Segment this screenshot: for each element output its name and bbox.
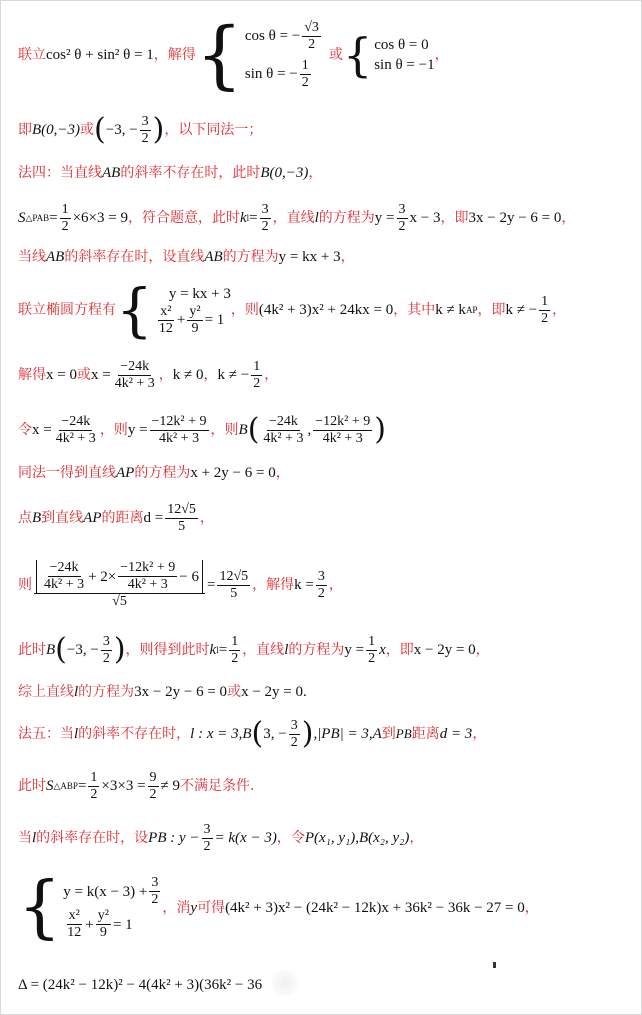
math: y = xyxy=(127,422,148,438)
math: l xyxy=(32,830,37,846)
text: 的方程为 xyxy=(134,465,191,481)
text: 的方程为 xyxy=(288,642,345,658)
fraction: $\frac{1}{2}$ xyxy=(368,633,376,666)
text: 同法一得到直线 xyxy=(18,465,116,481)
text: 到 xyxy=(381,726,396,742)
math: ×3×3 = xyxy=(101,778,146,794)
paren: ) xyxy=(301,716,314,751)
text: 的斜率存在时，设 xyxy=(36,830,149,846)
text: ，即 xyxy=(385,642,414,658)
math: P(x₁, y₁),B(x₂, y₂) xyxy=(304,830,410,846)
math: x − 2y = 0 xyxy=(241,684,303,700)
text: 则 xyxy=(18,577,32,593)
paren: ) xyxy=(113,632,126,667)
text: ， xyxy=(158,367,173,383)
text: 距离 xyxy=(411,726,440,742)
text: ， xyxy=(475,642,490,658)
fraction: $\frac{1}{2}$ xyxy=(541,293,549,326)
text: ， xyxy=(199,510,214,526)
text: ，即 xyxy=(477,302,506,318)
math: ≠ 9 xyxy=(160,778,181,794)
text: ， xyxy=(524,900,539,916)
text: ， xyxy=(328,577,343,593)
math: −3, − xyxy=(105,122,138,138)
subscript: △PAB xyxy=(25,213,50,223)
math: AP xyxy=(83,510,102,526)
text: 或 xyxy=(76,367,91,383)
math: k ≠ k xyxy=(435,302,466,318)
line-3 xyxy=(18,163,322,183)
text: ， xyxy=(472,726,487,742)
math: x + 2y − 6 = 0 xyxy=(190,465,276,481)
paren: ( xyxy=(94,112,106,147)
math: PB : y − xyxy=(148,830,200,846)
line-12 xyxy=(18,630,490,670)
math: . xyxy=(302,684,307,700)
math: (4k² + 3)x² − (24k² − 12k)x + 36k² − 36k − 27 = 0 xyxy=(225,900,525,916)
text: 的斜率不存在时， xyxy=(78,726,191,742)
math: l xyxy=(74,684,79,700)
math: d = xyxy=(143,510,164,526)
math: 3, − xyxy=(263,726,287,742)
subscript: AP xyxy=(465,305,478,315)
system-1 xyxy=(245,17,323,93)
text: ，则 xyxy=(230,302,259,318)
paren: ( xyxy=(247,412,260,447)
text: 当 xyxy=(18,830,32,846)
line-1 xyxy=(18,14,449,96)
math: y = xyxy=(374,210,395,226)
text: 的方程为 xyxy=(222,249,279,265)
math: x − 2y = 0 xyxy=(413,642,476,658)
text: ，其中 xyxy=(393,302,436,318)
text: ， xyxy=(409,830,424,846)
math: = xyxy=(218,642,228,658)
math: cos θ = − xyxy=(244,28,301,44)
math: y xyxy=(190,900,198,916)
text: ， xyxy=(552,302,567,318)
math: l xyxy=(74,726,79,742)
text: 的距离 xyxy=(101,510,144,526)
math: k ≠ − xyxy=(505,302,538,318)
subscript: l xyxy=(246,213,250,223)
fraction: $\frac{3}{2}$ xyxy=(203,821,211,854)
math: B(0,−3) xyxy=(260,165,309,181)
line-16 xyxy=(18,818,423,858)
line-11 xyxy=(18,550,343,620)
text: ，直线 xyxy=(272,210,315,226)
math: ×6×3 = 9 xyxy=(72,210,128,226)
text: ， xyxy=(203,367,218,383)
math: = k(x − 3) xyxy=(214,830,277,846)
fraction: $\frac{-24k}{\text{4k² + 3}}$ xyxy=(263,413,304,446)
math: B(0,−3) xyxy=(32,122,81,138)
math: l xyxy=(284,642,289,658)
text: ，即 xyxy=(440,210,469,226)
text: ，消 xyxy=(162,900,191,916)
text: 不满足条件. xyxy=(180,778,255,794)
math: AP xyxy=(116,465,135,481)
line-4 xyxy=(18,200,575,236)
math: x = 0 xyxy=(46,367,77,383)
math: k xyxy=(239,210,247,226)
line-9 xyxy=(18,463,290,483)
text: 联立椭圆方程有 xyxy=(18,302,116,318)
fraction: $\frac{-24k}{\text{4k² + 3}}$ xyxy=(114,358,155,391)
math: = xyxy=(206,577,216,593)
math: B xyxy=(46,642,56,658)
math: AB xyxy=(204,249,223,265)
math: PB xyxy=(395,726,412,741)
math: k ≠ − xyxy=(217,367,250,383)
text: ，则 xyxy=(99,422,128,438)
math: B xyxy=(32,510,42,526)
math: cos² θ + sin² θ = 1 xyxy=(46,47,154,63)
fraction: $\frac{1}{2}$ xyxy=(301,57,309,90)
fraction: $\frac{3}{2}$ xyxy=(317,568,325,601)
math: l xyxy=(314,210,319,226)
text: ，解得 xyxy=(153,47,196,63)
text: ，则得到此时 xyxy=(125,642,210,658)
fraction: $\frac{\text{−12k² + 9}}{\text{4k² + 3}}$ xyxy=(151,413,207,446)
line-17 xyxy=(18,868,539,948)
text: ， xyxy=(264,367,279,383)
text: 当线 xyxy=(18,249,46,265)
big-fraction: $\frac{-24k}{\text{4k² + 3}}$ + 2× $\frac{\text{−12k² + 9}}{\text{4k² + 3}}$ − 6 √5 xyxy=(34,560,205,610)
text: ，解得 xyxy=(252,577,295,593)
fraction: $\frac{3}{2}$ xyxy=(398,201,406,234)
text: 法四：当直线 xyxy=(18,165,102,181)
math: S xyxy=(46,778,54,794)
fraction: $\frac{3}{2}$ xyxy=(102,633,110,666)
text: ， xyxy=(275,465,290,481)
brace: { xyxy=(342,28,373,82)
text: 即 xyxy=(18,122,32,138)
brace: { xyxy=(195,12,243,98)
text: ， xyxy=(340,249,355,265)
text: ， xyxy=(308,165,323,181)
math: x = xyxy=(32,422,52,438)
math: (4k² + 3)x² + 24kx = 0 xyxy=(258,302,394,318)
math: −3, − xyxy=(66,642,99,658)
line-13 xyxy=(18,682,307,702)
math: k = xyxy=(294,577,314,593)
math: x xyxy=(379,642,386,658)
brace: { xyxy=(18,868,62,947)
math: x − 3 xyxy=(409,210,441,226)
text: ，符合题意，此时 xyxy=(127,210,240,226)
fraction: $\frac{√3}{2}$ xyxy=(304,19,319,52)
math: 3x − 2y − 6 = 0 xyxy=(134,684,228,700)
fraction: $\frac{3}{2}$ xyxy=(141,113,149,146)
system: y = k(x − 3) + $\frac{3}{2}$ $\frac{\text{x²}}{12}$ + $\frac{\text{y²}}{9}$ = 1 xyxy=(63,875,159,940)
math: k xyxy=(209,642,217,658)
text: 的斜率不存在时，此时 xyxy=(120,165,261,181)
paren: ) xyxy=(152,112,165,147)
fraction: $\frac{3}{2}$ xyxy=(261,201,269,234)
line-10 xyxy=(18,498,214,538)
line-5 xyxy=(18,247,355,267)
text: 的方程为 xyxy=(318,210,375,226)
fraction: $\frac{1}{2}$ xyxy=(231,633,239,666)
line-6 xyxy=(18,278,566,342)
text: 的斜率存在时，设直线 xyxy=(64,249,205,265)
fraction: $\frac{9}{2}$ xyxy=(149,769,157,802)
math: = xyxy=(77,778,87,794)
text: 的方程为 xyxy=(78,684,135,700)
math: AB xyxy=(46,249,65,265)
math: 3x − 2y − 6 = 0 xyxy=(468,210,562,226)
watermark-blob xyxy=(272,970,298,996)
fraction: $\frac{\text{−12k² + 9}}{\text{4k² + 3}}$ xyxy=(315,413,371,446)
text: ，令 xyxy=(276,830,305,846)
text: 法五：当 xyxy=(18,726,74,742)
paren: ( xyxy=(251,716,264,751)
line-18 xyxy=(18,970,262,1000)
math: ,|PB| = 3,A xyxy=(313,726,382,742)
text: ，则 xyxy=(210,422,239,438)
fraction: $\frac{1}{2}$ xyxy=(90,769,98,802)
fraction: $\frac{3}{2}$ xyxy=(290,717,298,750)
text: 令 xyxy=(18,422,32,438)
fraction: $\frac{12√5}{5}$ xyxy=(167,501,196,534)
line-14 xyxy=(18,714,486,754)
fraction: $\frac{1}{2}$ xyxy=(61,201,69,234)
math: = xyxy=(49,210,58,226)
paren: ( xyxy=(55,632,67,667)
math: l : x = 3,B xyxy=(190,726,252,742)
fraction: $\frac{12√5}{5}$ xyxy=(219,568,249,601)
text: 联立 xyxy=(18,47,46,63)
text: 此时 xyxy=(18,642,46,658)
brace: { xyxy=(116,276,153,344)
math: sin θ = − xyxy=(244,66,298,82)
fraction: $\frac{1}{2}$ xyxy=(253,358,261,391)
text: 解得 xyxy=(18,367,46,383)
text: 到直线 xyxy=(41,510,84,526)
text: 此时 xyxy=(18,778,46,794)
subscript: △ABP xyxy=(53,781,78,791)
text: ，以下同法一； xyxy=(164,122,263,138)
text: 可得 xyxy=(197,900,226,916)
math: AB xyxy=(102,165,121,181)
line-2 xyxy=(18,112,262,148)
math: y = kx + 3 xyxy=(278,249,341,265)
math: k ≠ 0 xyxy=(172,367,204,383)
math: = xyxy=(249,210,258,226)
line-8: 令 x = $\frac{-24k}{\text{4k² + 3}}$ ，则 y = $\frac{\text{−12k² + 9}}{\text{4k² + 3}}$ ，则 B ( $\frac{-24k}{\text{4k² + 3}}$ , $\frac{\text{−12k² + 9}}{\text{4k² + 3}}$ ) xyxy=(18,412,386,447)
cursor-mark xyxy=(493,962,496,968)
text: ，直线 xyxy=(242,642,285,658)
system-2: cos θ = 0 sin θ = −1 xyxy=(374,37,435,73)
math: x = xyxy=(90,367,111,383)
fraction: $\frac{-24k}{\text{4k² + 3}}$ xyxy=(55,413,96,446)
text: 点 xyxy=(18,510,32,526)
text: ， xyxy=(561,210,576,226)
text: 综上直线 xyxy=(18,684,74,700)
math: d = 3 xyxy=(439,726,473,742)
math: y = xyxy=(344,642,365,658)
system: y = kx + 3 $\frac{\text{x²}}{12}$ + $\frac{\text{y²}}{9}$ = 1 xyxy=(158,285,231,336)
math: B xyxy=(238,422,248,438)
text: 或 xyxy=(328,47,343,63)
line-15 xyxy=(18,766,254,806)
text: ， xyxy=(434,47,449,63)
subscript: l xyxy=(216,645,219,655)
line-7 xyxy=(18,356,278,394)
math: Δ = (24k² − 12k)² − 4(4k² + 3)(36k² − 36 xyxy=(18,977,263,993)
paren: ) xyxy=(374,412,386,447)
text: 或 xyxy=(227,684,242,700)
math: S xyxy=(18,210,26,226)
text: 或 xyxy=(80,122,95,138)
